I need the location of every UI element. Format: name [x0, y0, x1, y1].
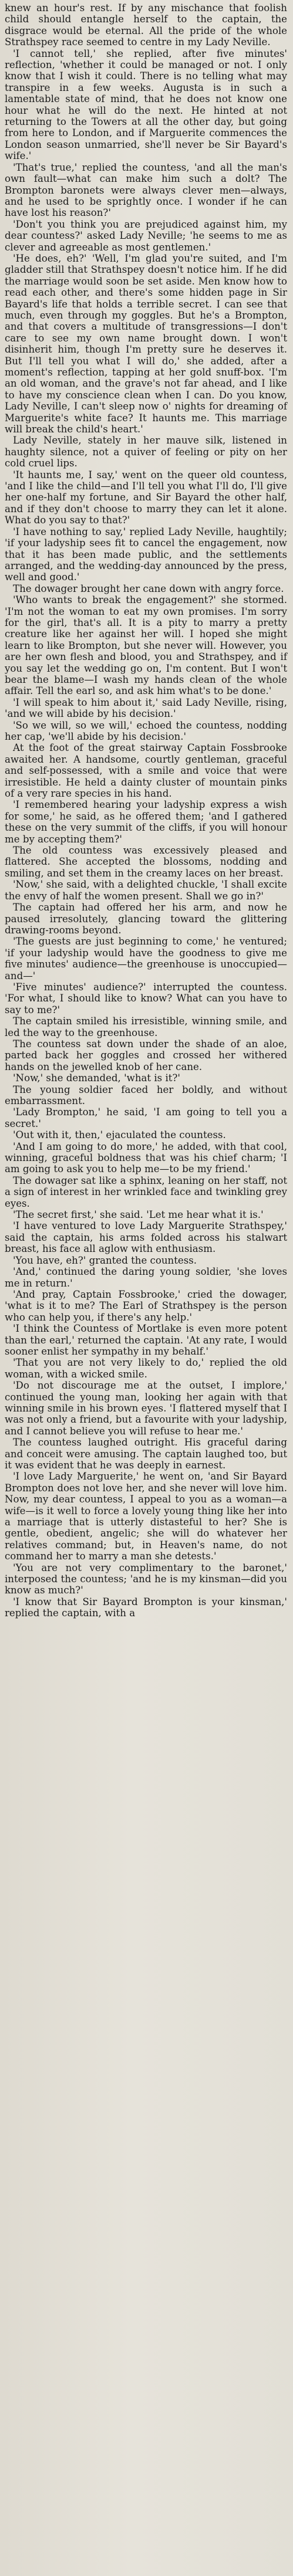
article-paragraph: 'Don't you think you are prejudiced against him, my dear countess?' asked Lady Neville; 'he seems to me as clever and agreeable as most gentlemen.'	[5, 218, 287, 253]
article-paragraph: 'I know that Sir Bayard Brompton is your kinsman,' replied the captain, with a	[5, 1596, 287, 1619]
article-paragraph: 'It haunts me, I say,' went on the queer old countess, 'and I like the child—and I'll tell you what I'll do, I'll give her one-half my fortune, and Sir Bayard the other half, and if they don't choose to marry they can let it alone. What do you say to that?'	[5, 469, 287, 526]
article-paragraph: 'I cannot tell,' she replied, after five minutes' reflection, 'whether it could be managed or not. I only know that I wish it could. There is no telling what may transpire in a few weeks. Augusta is in such a lamentable state of mind, that he does not know one hour what he will do the next. He hinted at not returning to the Towers at all the other day, but going from here to London, and if Marguerite commences the London season unmarried, she'll never be Sir Bayard's wife.'	[5, 48, 287, 162]
article-paragraph: The young soldier faced her boldly, and without embarrassment.	[5, 1084, 287, 1106]
article-paragraph: 'That you are not very likely to do,' replied the old woman, with a wicked smile.	[5, 1357, 287, 1380]
article-paragraph: 'Five minutes' audience?' interrupted the countess. 'For what, I should like to know? What can you have to say to me?'	[5, 981, 287, 1015]
article-paragraph: 'I have nothing to say,' replied Lady Neville, haughtily; 'if your ladyship sees fit to cancel the engagement, now that it has been made public, and the settlements arranged, and the wedding-day announced by the press, well and good.'	[5, 526, 287, 583]
article-paragraph: 'I think the Countess of Mortlake is even more potent than the earl,' returned the captain. 'At any rate, I would sooner enlist her sympathy in my behalf.'	[5, 1323, 287, 1357]
article-paragraph: 'That's true,' replied the countess, 'and all the man's own fault—what can make him such a dolt? The Brompton baronets were always clever men—always, and he used to be sprightly once. I wonder if he can have lost his reason?'	[5, 161, 287, 219]
article-paragraph: knew an hour's rest. If by any mischance that foolish child should entangle herself to the captain, the disgrace would be eternal. All the pride of the whole Strathspey race seemed to centre in my Lady Neville.	[5, 2, 287, 48]
article-paragraph: 'I remembered hearing your ladyship express a wish for some,' he said, as he offered them; 'and I gathered these on the very summit of the cliffs, if you will honour me by accepting them?'	[5, 799, 287, 845]
article-paragraph: 'Who wants to break the engagement?' she stormed. 'I'm not the woman to eat my own promises. I'm sorry for the girl, that's all. It is a pity to marry a pretty creature like her against her will. I hoped she might learn to like Brompton, but she never will. However, you are her own flesh and blood, you and Strathspey, and if you say let the wedding go on, I'm content. But I won't bear the blame—I wash my hands clean of the whole affair. Tell the earl so, and ask him what's to be done.'	[5, 594, 287, 697]
article-paragraph: 'The secret first,' she said. 'Let me hear what it is.'	[13, 1209, 264, 1221]
article-paragraph: The captain had offered her his arm, and now he paused irresolutely, glancing toward the glittering drawing-rooms beyond.	[5, 902, 287, 936]
article-paragraph: 'Lady Brompton,' he said, 'I am going to tell you a secret.'	[5, 1106, 287, 1129]
article-paragraph: The countess laughed outright. His graceful daring and conceit were amusing. The captain laughed too, but it was evident that he was deeply in earnest.	[5, 1437, 287, 1471]
article-paragraph: 'I love Lady Marguerite,' he went on, 'and Sir Bayard Brompton does not love her, and she never will love him. Now, my dear countess, I appeal to you as a woman—a wife—is it well to force a lovely young thing like her into a marriage that is utterly distasteful to her? She is gentle, obedient, angelic; she will do whatever her relatives command; but, in Heaven's name, do not command her to marry a man she detests.'	[5, 1471, 287, 1562]
article-paragraph: 'Out with it, then,' ejaculated the countess.	[13, 1129, 226, 1141]
article-paragraph: 'I have ventured to love Lady Marguerite Strathspey,' said the captain, his arms folded across his stalwart breast, his face all aglow with enthusiasm.	[5, 1220, 287, 1255]
article-paragraph: 'And,' continued the daring young soldier, 'she loves me in return.'	[5, 1266, 287, 1289]
article-paragraph: 'The guests are just beginning to come,' he ventured; 'if your ladyship would have the goodness to give me five minutes' audience—the greenhouse is unoccupied—and—'	[5, 936, 287, 981]
article-paragraph: 'Now,' she said, with a delighted chuckle, 'I shall excite the envy of half the women present. Shall we go in?'	[5, 879, 287, 902]
article-paragraph: 'I will speak to him about it,' said Lady Neville, rising, 'and we will abide by his decision.'	[5, 696, 287, 720]
article-paragraph: The countess sat down under the shade of an aloe, parted back her goggles and crossed her withered hands on the jewelled knob of her cane.	[5, 1038, 287, 1072]
article-paragraph: The captain smiled his irresistible, winning smile, and led the way to the greenhouse.	[5, 1015, 287, 1038]
article-paragraph: 'And I am going to do more,' he added, with that cool, winning, graceful boldness that was his chief charm; 'I am going to ask you to help me—to be my friend.'	[5, 1140, 287, 1175]
article-paragraph: At the foot of the great stairway Captain Fossbrooke awaited her. A handsome, courtly gentleman, graceful and self-possessed, with a smile and voice that were irresistible. He held a dainty cluster of mountain pinks of a very rare species in his hand.	[5, 742, 287, 800]
article-paragraph: The dowager brought her cane down with angry force.	[13, 583, 284, 594]
article-paragraph: 'You are not very complimentary to the baronet,' interposed the countess; 'and he is my kinsman—did you know as much?'	[5, 1562, 287, 1596]
article-paragraph: The old countess was excessively pleased and flattered. She accepted the blossoms, nodding and smiling, and set them in the creamy laces on her breast.	[5, 845, 287, 879]
article-paragraph: 'He does, eh?' 'Well, I'm glad you're suited, and I'm gladder still that Strathspey doesn't notice him. If he did the marriage would soon be set aside. Men know how to read each other, and there's some hidden page in Sir Bayard's life that holds a terrible secret. I can see that much, even through my goggles. But he's a Brompton, and that covers a multitude of transgressions—I don't care to see my own name brought down. I won't disinherit him, though I'm pretty sure he deserves it. But I'll tell you what I will do,' she added, after a moment's reflection, tapping at her gold snuff-box. 'I'm an old woman, and the grave's not far ahead, and I like to have my conscience clean when I can. Do you know, Lady Neville, I can't sleep now o' nights for dreaming of Marguerite's white face? It haunts me. This marriage will break the child's heart.'	[5, 252, 287, 435]
article-paragraph: 'And pray, Captain Fossbrooke,' cried the dowager, 'what is it to me? The Earl of Strathspey is the person who can help you, if there's any help.'	[5, 1288, 287, 1323]
article-paragraph: 'You have, eh?' granted the countess.	[13, 1254, 197, 1266]
article-paragraph: The dowager sat like a sphinx, leaning on her staff, not a sign of interest in her wrinkled face and twinkling grey eyes.	[5, 1174, 287, 1209]
article-paragraph: Lady Neville, stately in her mauve silk, listened in haughty silence, not a quiver of feeling or pity on her cold cruel lips.	[5, 435, 287, 469]
article-paragraph: 'So we will, so we will,' echoed the countess, nodding her cap, 'we'll abide by his decision.'	[5, 719, 287, 742]
article-paragraph: 'Do not discourage me at the outset, I implore,' continued the young man, looking her again with that winning smile in his brown eyes. 'I flattered myself that I was not only a friend, but a favourite with your ladyship, and I cannot believe you will refuse to hear me.'	[5, 1380, 287, 1437]
article-paragraph: 'Now,' she demanded, 'what is it?'	[13, 1072, 180, 1084]
